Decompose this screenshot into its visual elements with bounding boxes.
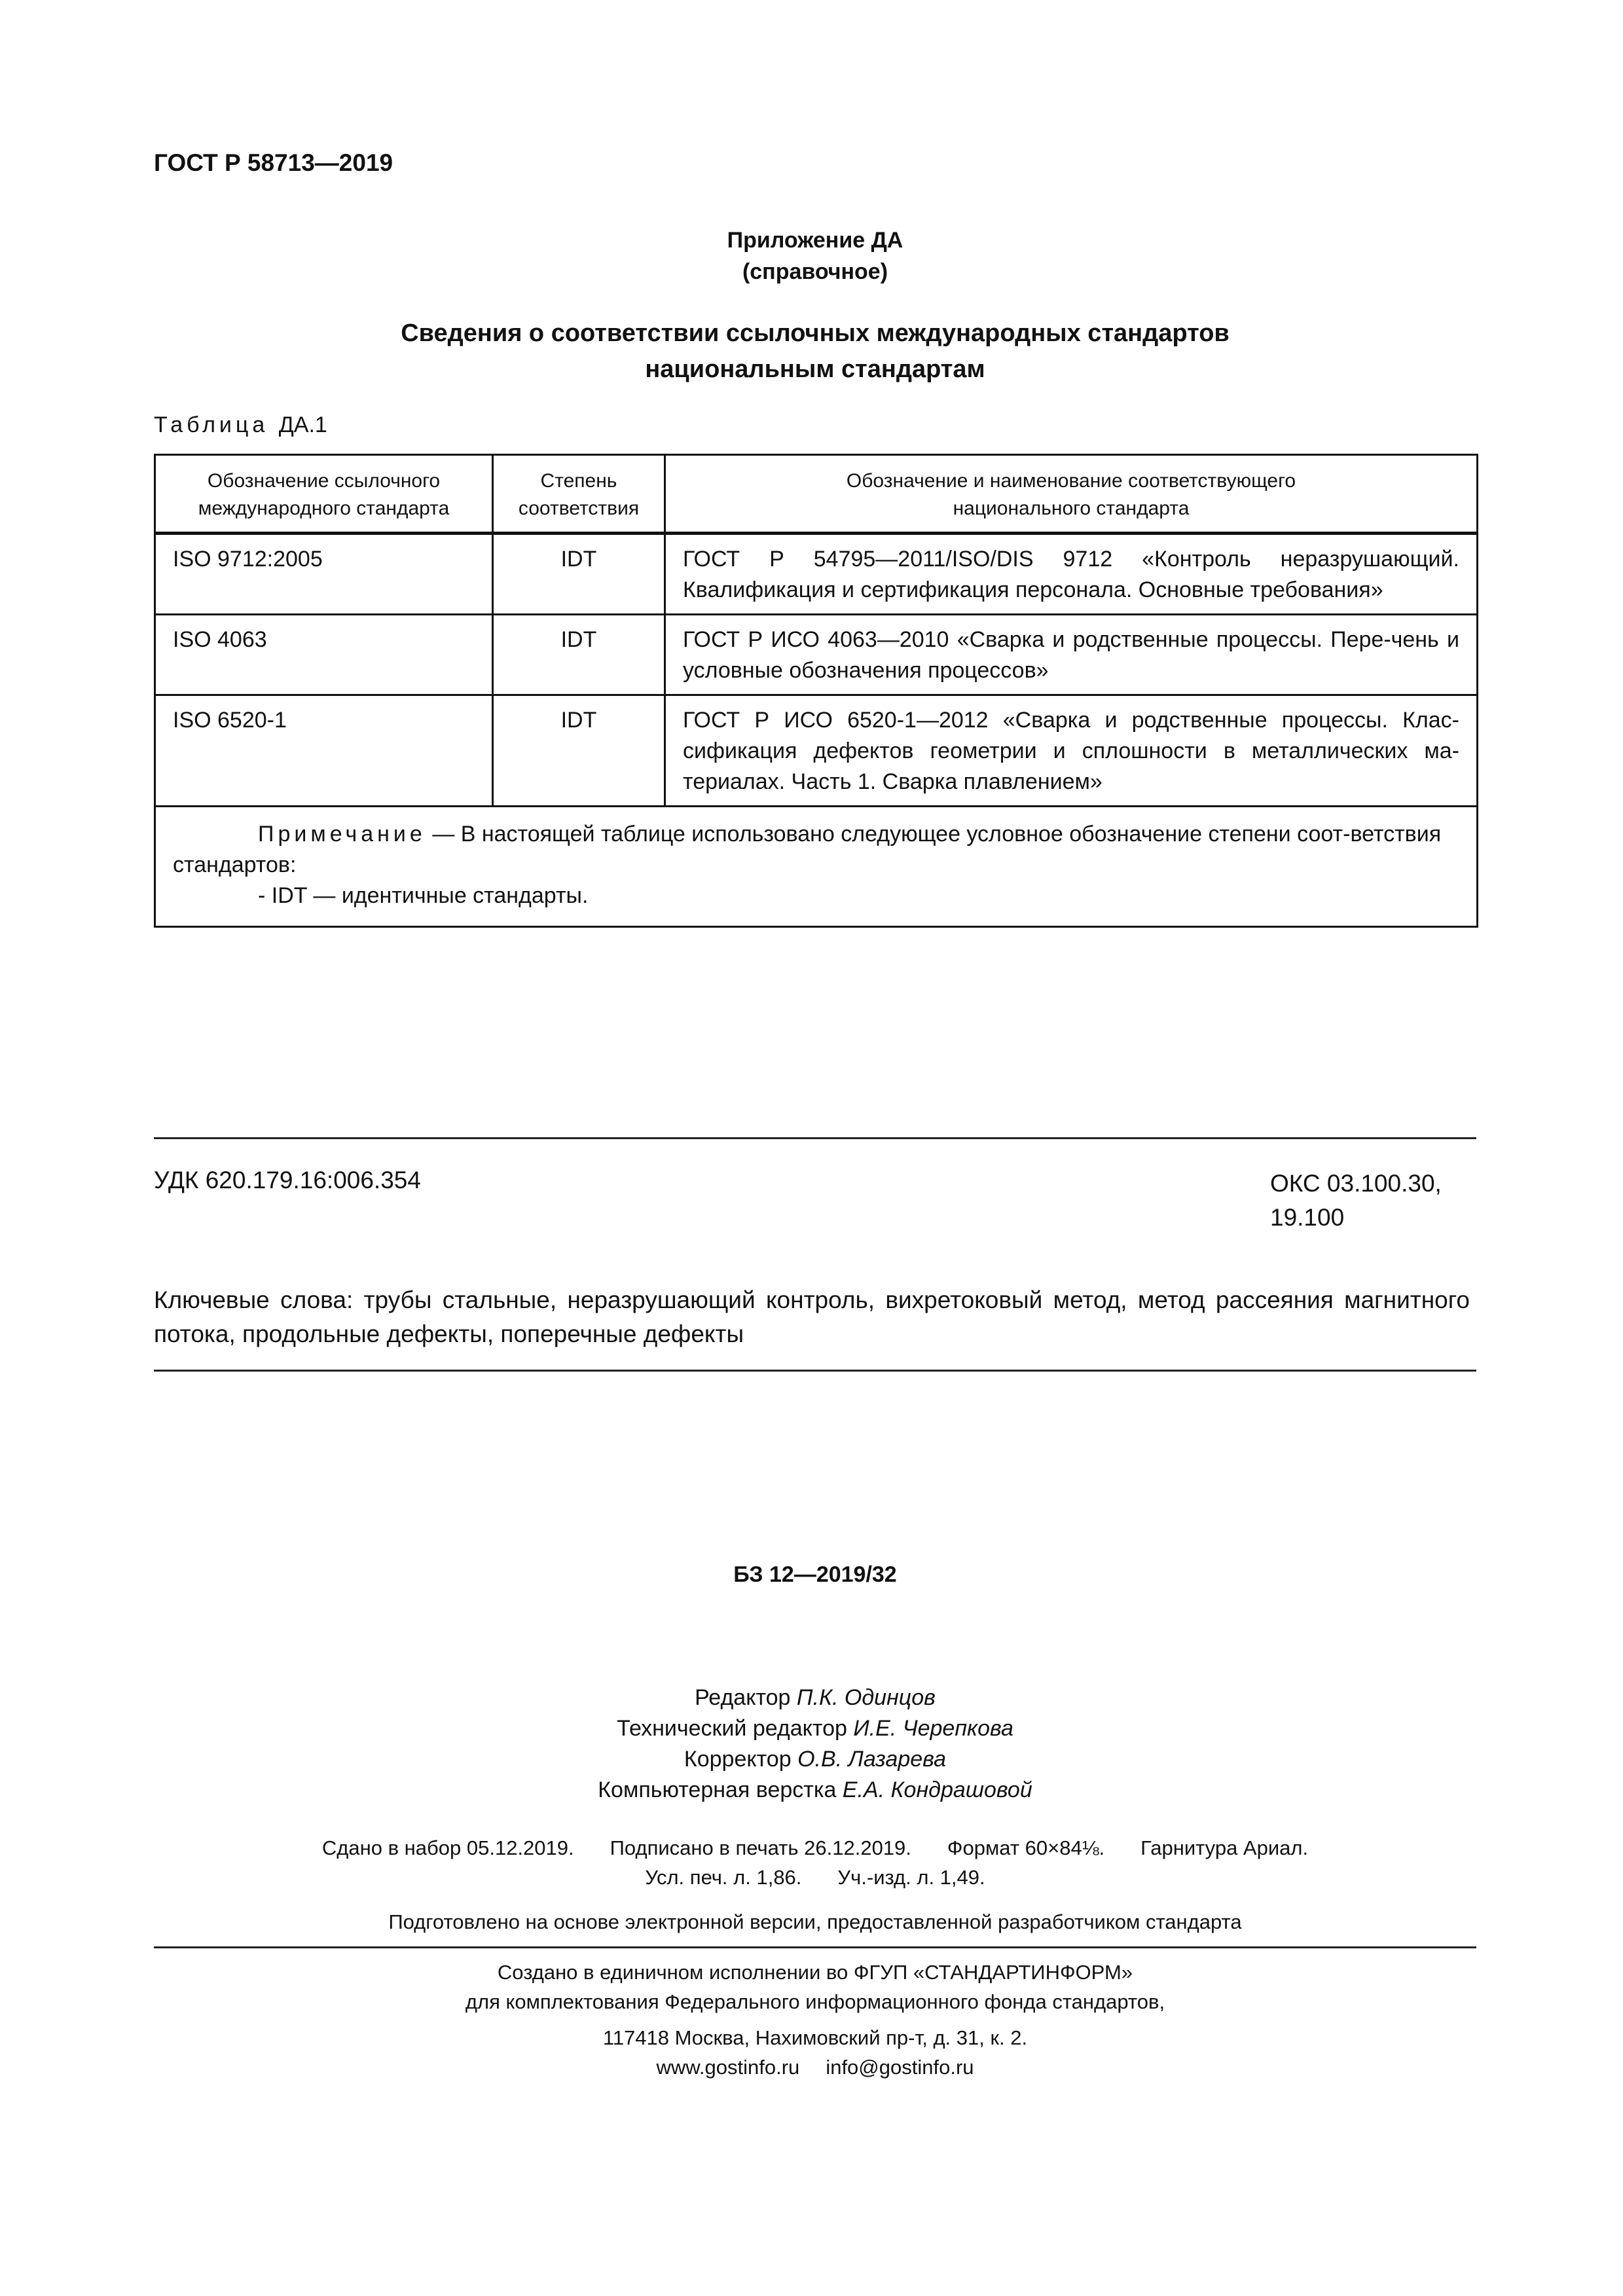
cell-intl-standard: ISO 4063 [155,615,493,695]
divider-keywords [154,1370,1476,1372]
cell-degree: IDT [493,615,665,695]
annex-heading-line2: национальным стандартам [645,355,985,383]
cell-intl-standard: ISO 6520-1 [155,695,493,807]
publisher-address [154,2023,1476,2082]
annex-heading [154,316,1476,388]
credits [154,1683,1476,1806]
table-header-row [155,455,1478,534]
udk-code: УДК 620.179.16:006.354 [154,1167,421,1194]
note-title: Примечание [258,822,426,847]
submitted-date: Сдано в набор 05.12.2019. [321,1836,574,1859]
publisher-sheets: Уч.-изд. л. 1,49. [837,1866,985,1889]
table-note [155,807,1478,927]
annex-status: (справочное) [742,259,888,284]
cell-intl-standard: ISO 9712:2005 [155,534,493,615]
table-row [155,695,1478,807]
cell-degree: IDT [493,695,665,807]
cell-degree: IDT [493,534,665,615]
correspondence-table [154,454,1478,928]
keywords: Ключевые слова: трубы стальные, неразрушающий контроль, вихретоковый метод, метод рассеяния магнитного потока, продольные дефекты, поперечные дефекты [154,1286,1470,1347]
annex-number: Приложение ДА [727,228,903,253]
annex-heading-line1: Сведения о соответствии ссылочных международных стандартов [401,319,1230,347]
table-label [154,412,327,438]
divider-bottom [154,1946,1476,1948]
document-code: ГОСТ Р 58713—2019 [154,149,393,176]
print-info [154,1833,1476,1892]
credit-line: Корректор О.В. Лазарева [684,1747,947,1772]
cell-national-standard: ГОСТ Р ИСО 4063—2010 «Сварка и родственные процессы. Пере-чень и условные обозначения процессов» [665,615,1478,695]
website-link[interactable]: www.gostinfo.ru [656,2056,800,2079]
annex-title [154,225,1476,287]
header-degree: Степень соответствия [493,455,665,534]
created-note: Создано в единичном исполнении во ФГУП «СТАНДАРТИНФОРМ» для комплектования Федерального информационного фонда стандартов, [465,1961,1165,2013]
header-national-standard: Обозначение и наименование соответствующего национального стандарта [665,455,1478,534]
paper-format: Формат 60×84⅛. [947,1836,1105,1859]
signed-date: Подписано в печать 26.12.2019. [610,1836,911,1859]
note-item: - IDT — идентичные стандарты. [258,883,589,908]
table-label-number: ДА.1 [278,412,327,437]
divider-top [154,1137,1476,1139]
prepared-note: Подготовлено на основе электронной версии, предоставленной разработчиком стандарта [388,1910,1242,1933]
postal-address: 117418 Москва, Нахимовский пр-т, д. 31, к. 2. [602,2026,1028,2049]
credit-line: Технический редактор И.Е. Черепкова [617,1716,1013,1741]
table-label-word: Таблица [154,412,269,437]
cell-national-standard: ГОСТ Р 54795—2011/ISO/DIS 9712 «Контроль неразрушающий. Квалификация и сертификация персонала. Основные требования» [665,534,1478,615]
email-link[interactable]: info@gostinfo.ru [826,2056,974,2079]
cell-national-standard: ГОСТ Р ИСО 6520-1—2012 «Сварка и родственные процессы. Клас-сификация дефектов геометрии и сплошности в металлических ма-териалах. Часть 1. Сварка плавлением» [665,695,1478,807]
bz-number: БЗ 12—2019/32 [733,1562,897,1587]
credit-line: Редактор П.К. Одинцов [695,1685,936,1710]
table-row [155,615,1478,695]
oks-code: ОКС 03.100.30, 19.100 [1270,1170,1442,1231]
typeface: Гарнитура Ариал. [1140,1836,1309,1859]
note-text: — В настоящей таблице использовано следующее условное обозначение степени соот-ветствия стандартов: [173,822,1442,877]
print-sheets: Усл. печ. л. 1,86. [645,1866,802,1889]
header-intl-standard: Обозначение ссылочного международного стандарта [155,455,493,534]
credit-line: Компьютерная верстка Е.А. Кондрашовой [598,1777,1032,1802]
table-note-row [155,807,1478,927]
table-row [155,534,1478,615]
